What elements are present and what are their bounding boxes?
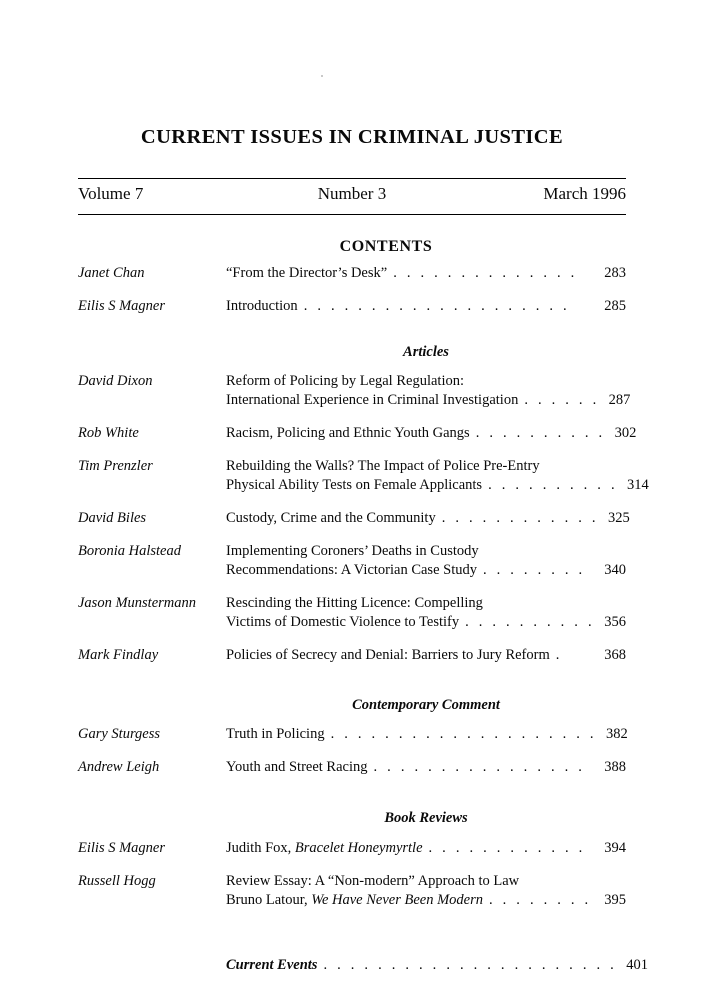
entry-author: Andrew Leigh [78,759,160,775]
dot-leader: . . . . . . . . . . . . . . . . . . . . [303,298,570,314]
issue-masthead [78,178,626,215]
entry-line [226,264,626,283]
toc-entry[interactable] [78,542,626,580]
entry-author: David Dixon [78,373,153,389]
dot-leader: . . . . . . . . . . . . [441,510,599,526]
entry-author: Russell Hogg [78,873,156,889]
entry-page: 340 [604,562,626,578]
entry-author: Boronia Halstead [78,543,181,559]
entry-page: 283 [604,265,626,281]
toc-entry[interactable] [78,509,630,528]
dot-leader: . . . . . . . . . . . . . . [393,265,578,281]
entry-body [226,758,626,777]
section-heading-contemporary-comment: Contemporary Comment [352,697,500,713]
entry-body [226,509,630,528]
entry-body [226,264,626,283]
entry-body [226,542,626,580]
toc-entry[interactable] [78,758,626,777]
entry-page: 382 [606,726,628,742]
entry-line [226,561,626,580]
entry-title-line-1: Rescinding the Hitting Licence: Compelling [226,595,483,611]
entry-author: Mark Findlay [78,647,159,663]
entry-title-line-2: Recommendations: A Victorian Case Study [226,562,477,578]
entry-author: David Biles [78,510,147,526]
entry-page: 287 [608,392,631,408]
entry-title-line-2: Physical Ability Tests on Female Applicants [226,477,483,493]
entry-body [226,839,626,858]
dot-leader: . [555,647,563,663]
entry-line [226,509,630,528]
entry-title: Introduction [226,298,298,314]
entry-page: 401 [626,957,648,973]
dot-leader: . . . . . . . . . . [488,477,618,493]
entry-title [226,839,423,858]
entry-title: Truth in Policing [226,726,325,742]
entry-line [226,391,630,410]
entry-body [226,297,626,316]
entry-title-line-1: Implementing Coroners’ Deaths in Custody [226,543,479,559]
toc-entry[interactable] [78,264,626,283]
entry-page: 285 [604,298,626,314]
entry-line [226,839,626,858]
entry-body [226,372,630,410]
toc-entry[interactable] [78,457,649,495]
section-heading-book-reviews: Book Reviews [384,810,468,826]
toc-entry[interactable] [78,594,626,632]
dot-leader: . . . . . . . . . . . . [428,840,586,856]
toc-entry[interactable] [78,646,626,665]
entry-title: Custody, Crime and the Community [226,510,436,526]
entry-line [226,424,636,443]
entry-author: Jason Munstermann [78,595,197,611]
entry-page: 368 [604,647,626,663]
toc-entry[interactable] [78,297,626,316]
entry-author: Eilis S Magner [78,840,165,856]
dot-leader: . . . . . . . . . . . . . . . . [373,759,586,775]
entry-page: 395 [604,892,626,908]
dot-leader: . . . . . . . . . . [475,425,606,441]
table-of-contents [78,264,649,975]
dot-leader: . . . . . . . . . . [465,614,595,630]
entry-body [226,646,626,665]
entry-author: Tim Prenzler [78,458,153,474]
entry-page: 394 [604,840,626,856]
toc-entry[interactable] [78,424,637,443]
entry-author: Rob White [78,425,139,441]
entry-line [226,476,649,495]
entry-title: Current Events [226,957,318,973]
entry-title-line-1: Rebuilding the Walls? The Impact of Police Pre-Entry [226,458,540,474]
entry-line [226,956,648,975]
entry-title-line-1: Reform of Policing by Legal Regulation: [226,373,464,389]
entry-body [226,956,648,975]
scan-speck [321,75,323,77]
issue-date: March 1996 [543,184,626,203]
issue-number: Number 3 [317,184,387,203]
entry-author: Gary Sturgess [78,726,161,742]
dot-leader: . . . . . . [524,392,600,408]
entry-line [226,758,626,777]
entry-line [226,297,626,316]
entry-line [226,613,626,632]
dot-leader: . . . . . . . . [482,562,586,578]
entry-author-empty [78,956,226,975]
entry-body [226,424,636,443]
entry-title: Racism, Policing and Ethnic Youth Gangs [226,425,470,441]
entry-page: 314 [627,477,649,493]
entry-page: 356 [604,614,626,630]
entry-page: 388 [604,759,626,775]
entry-body [226,457,649,495]
entry-author: Eilis S Magner [78,298,165,314]
toc-entry-current-events[interactable] [78,956,648,975]
toc-entry[interactable] [78,372,631,410]
review-book-title: Bracelet Honeymyrtle [294,840,423,856]
entry-title-line-2: Victims of Domestic Violence to Testify [226,614,460,630]
entry-body [226,872,626,910]
entry-title-line-2: International Experience in Criminal Investigation [226,392,519,408]
dot-leader: . . . . . . . . [489,892,592,908]
entry-title: “From the Director’s Desk” [226,265,388,281]
toc-entry[interactable] [78,725,626,744]
dot-leader: . . . . . . . . . . . . . . . . . . . . . . [323,957,617,973]
review-author-text: Bruno Latour, [226,892,312,908]
entry-author: Janet Chan [78,265,145,281]
entry-line [226,891,626,910]
contents-heading: CONTENTS [339,238,433,255]
toc-entry[interactable] [78,872,626,910]
entry-title-line-2 [226,891,483,910]
toc-entry[interactable] [78,839,626,858]
entry-title: Policies of Secrecy and Denial: Barriers to Jury Reform [226,647,550,663]
entry-page: 325 [607,510,630,526]
entry-body [226,725,628,744]
review-author-text: Judith Fox, [226,840,295,856]
journal-title: CURRENT ISSUES IN CRIMINAL JUSTICE [140,126,564,148]
section-heading-articles: Articles [403,344,449,360]
entry-body [226,594,626,632]
entry-line [226,725,628,744]
issue-volume: Volume 7 [78,184,144,203]
entry-title: Youth and Street Racing [226,759,368,775]
dot-leader: . . . . . . . . . . . . . . . . . . . . [330,726,597,742]
entry-title-line-1: Review Essay: A “Non-modern” Approach to Law [226,873,520,889]
entry-page: 302 [614,425,637,441]
entry-line [226,646,626,665]
review-book-title: We Have Never Been Modern [311,892,483,908]
